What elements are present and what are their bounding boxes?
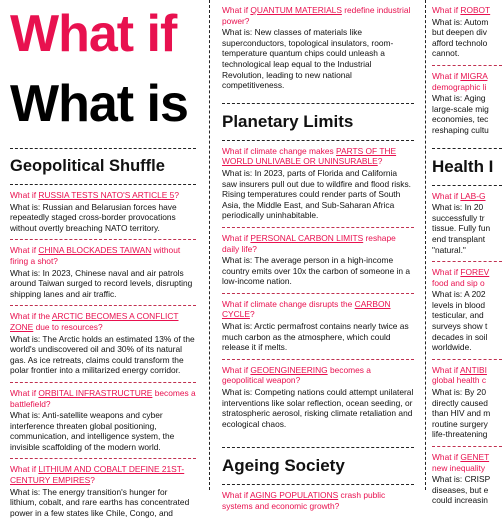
answer-text: What is: Aging large-scale mig economies, tec reshaping cultu: [432, 93, 489, 135]
section-title: Ageing Society: [222, 456, 345, 476]
question-text: [222, 490, 414, 511]
column-2: [222, 0, 414, 511]
question-suffix: ?: [249, 309, 255, 320]
question-prefix: What if: [432, 267, 461, 278]
item-list: [10, 185, 196, 524]
answer-text: What is: Anti-satellite weapons and cyber interference threaten global positioning, communication, and intelligence system, the invisible scaffolding of the modern world.: [10, 410, 175, 452]
answer-text: What is: The energy transition's hunger for lithium, cobalt, and rare earths has concentrated power in a few states like Chile, Congo, and: [10, 486, 190, 518]
question-suffix: new inequality: [432, 462, 486, 473]
question-suffix: redefine industrial power?: [222, 5, 411, 26]
question-text: [432, 365, 502, 386]
list-item: [10, 306, 196, 383]
list-item: [10, 185, 196, 240]
question-prefix: What if: [10, 387, 39, 398]
question-text: [10, 245, 196, 266]
question-suffix: demographic li: [432, 81, 487, 92]
column-divider: [209, 0, 210, 490]
question-highlight-link[interactable]: ANTIBI: [459, 364, 487, 375]
question-text: [10, 388, 196, 409]
question-prefix: What if: [432, 190, 461, 201]
answer-text: What is: The average person in a high-income country emits over 10x the carbon of someone in a low-income nation.: [222, 255, 411, 287]
question-text: [10, 311, 196, 332]
question-highlight-link[interactable]: ROBOT: [460, 5, 491, 15]
list-item: [432, 360, 502, 447]
section-title: Health I: [432, 156, 494, 176]
list-item: [10, 383, 196, 460]
answer-text: What is: Russian and Belarusian forces have repeatedly staged cross-border provocations without overtly breaching NATO territory.: [10, 201, 177, 233]
question-highlight-link[interactable]: ARCTIC BECOMES A CONFLICT ZONE: [10, 311, 179, 332]
column-3: [432, 0, 502, 506]
list-item: [222, 360, 414, 436]
answer-text: What is: New classes of materials like superconductors, topological insulators, room-temperature quantum chips could unleash a technological leap equal to the Industrial Revolution, leading to new national competitiveness.: [222, 27, 394, 91]
question-prefix: What if: [222, 5, 251, 15]
question-text: [10, 464, 196, 485]
question-highlight-link[interactable]: MIGRA: [460, 70, 488, 81]
list-item: [432, 0, 502, 66]
question-text: [432, 267, 502, 288]
question-suffix: due to resources?: [33, 321, 103, 332]
question-text: [432, 191, 502, 202]
question-prefix: What if: [222, 490, 250, 501]
column-divider: [425, 0, 426, 490]
answer-text: What is: By 20 directly caused than HIV and m routine surgery life-threatening: [432, 387, 491, 440]
question-suffix: ?: [377, 156, 383, 167]
question-text: [222, 299, 414, 320]
list-item: [222, 485, 414, 517]
list-item: [432, 66, 502, 142]
question-prefix: What if: [222, 232, 251, 243]
question-suffix: ?: [90, 475, 95, 486]
question-prefix: What if: [432, 452, 461, 462]
question-text: [222, 5, 414, 26]
column-1: [10, 0, 196, 518]
item-list: [222, 485, 414, 517]
item-list: [222, 0, 414, 97]
question-suffix: reshape daily life?: [222, 232, 396, 254]
question-prefix: What if: [222, 364, 251, 375]
answer-text: What is: Autom but deepen div afford technolo cannot.: [432, 16, 489, 59]
list-item: [222, 141, 414, 228]
answer-text: What is: Arctic permafrost contains nearly twice as much carbon as the atmosphere, which could release it if melts.: [222, 321, 409, 353]
section-title: Planetary Limits: [222, 111, 354, 131]
question-prefix: What if: [432, 364, 460, 375]
question-text: [432, 71, 502, 92]
question-highlight-link[interactable]: CHINA BLOCKADES TAIWAN: [38, 245, 152, 256]
question-highlight-link[interactable]: RUSSIA TESTS NATO'S ARTICLE 5: [38, 190, 175, 200]
question-prefix: What if the: [10, 311, 52, 322]
item-list: [432, 186, 502, 512]
question-highlight-link[interactable]: PARTS OF THE WORLD UNLIVABLE OR UNINSURABLE: [222, 145, 397, 167]
question-text: [432, 452, 502, 473]
title-what-if: What if: [10, 5, 177, 63]
section-title: Geopolitical Shuffle: [10, 157, 165, 175]
question-highlight-link[interactable]: GEOENGINEERING: [250, 364, 328, 375]
list-item: [432, 186, 502, 263]
question-prefix: What if: [10, 190, 39, 200]
list-item: [222, 294, 414, 360]
list-item: [432, 447, 502, 512]
item-list: [222, 141, 414, 436]
question-suffix: becomes a battlefield?: [10, 387, 196, 409]
list-item: [432, 262, 502, 360]
question-prefix: What if climate change disrupts the: [222, 298, 355, 309]
question-highlight-link[interactable]: QUANTUM MATERIALS: [250, 5, 342, 15]
question-highlight-link[interactable]: AGING POPULATIONS: [249, 490, 339, 501]
question-suffix: food and sip o: [432, 277, 485, 288]
question-highlight-link[interactable]: LAB-G: [460, 190, 486, 201]
question-prefix: What if: [10, 464, 39, 475]
list-item: [222, 228, 414, 294]
question-suffix: becomes a geopolitical weapon?: [222, 364, 371, 386]
question-text: [222, 365, 414, 386]
list-item: [10, 459, 196, 524]
question-text: [222, 146, 414, 167]
answer-text: What is: In 2023, Chinese naval and air patrols around Taiwan surged to record levels, disrupting shipping lanes and air traffic.: [10, 267, 193, 299]
list-item: [10, 240, 196, 306]
answer-text: What is: A 202 levels in blood testicular, and surveys show t decades in soil worldwide.: [432, 289, 488, 353]
question-highlight-link[interactable]: PERSONAL CARBON LIMITS: [250, 232, 364, 243]
answer-text: What is: Competing nations could attempt unilateral interventions like solar reflection, ocean seeding, or stratospheric aerosol, risking climate retaliation and ecological chaos.: [222, 387, 414, 429]
question-prefix: What if: [10, 245, 39, 256]
answer-text: What is: The Arctic holds an estimated 13% of the world's undiscovered oil and 30% of its natural gas. As ice retreats, claims could transform the polar frontier into a militarized energy corridor.: [10, 333, 195, 376]
question-prefix: What if: [432, 5, 461, 15]
question-highlight-link[interactable]: CARBON CYCLE: [222, 298, 391, 320]
answer-text: What is: In 20 successfully tr tissue. Fully fun end transplant "natural.": [432, 202, 491, 255]
question-suffix: global health c: [432, 375, 487, 386]
question-highlight-link[interactable]: FOREV: [460, 267, 490, 278]
question-highlight-link[interactable]: GENET: [460, 452, 490, 462]
question-suffix: ?: [174, 190, 180, 200]
question-text: [222, 233, 414, 254]
question-prefix: What if climate change makes: [222, 145, 337, 156]
question-prefix: What if: [432, 70, 461, 81]
answer-text: What is: In 2023, parts of Florida and California saw insurers pull out due to wildfire and flood risks. Rising temperatures could render parts of South Asia, the Middle East, and Sub-Saharan Africa periodically uninhabitable.: [222, 167, 411, 221]
answer-text: What is: CRISP diseases, but e could increasin: [432, 474, 491, 506]
title-what-is: What is: [10, 75, 188, 133]
list-item: [222, 0, 414, 97]
question-highlight-link[interactable]: LITHIUM AND COBALT DEFINE 21ST-CENTURY EMPIRES: [10, 464, 185, 486]
question-highlight-link[interactable]: ORBITAL INFRASTRUCTURE: [38, 387, 153, 398]
question-text: [10, 190, 196, 201]
question-suffix: without firing a shot?: [10, 245, 181, 266]
item-list: [432, 0, 502, 142]
question-suffix: crash public systems and economic growth?: [222, 490, 386, 511]
question-text: [432, 5, 502, 16]
